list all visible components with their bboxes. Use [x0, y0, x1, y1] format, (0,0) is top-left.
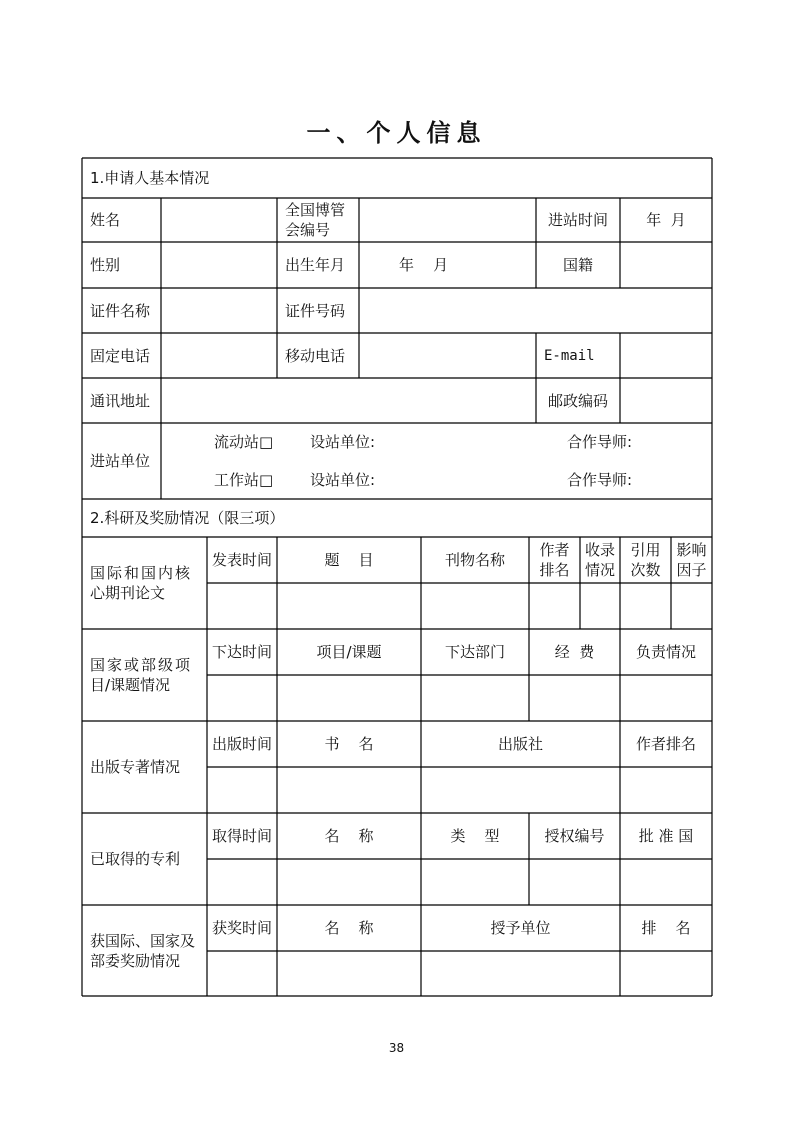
patents-header-type: 类 型	[450, 827, 500, 845]
patents-header-number: 授权编号	[544, 827, 605, 845]
email-field[interactable]	[620, 333, 712, 378]
nationality-field[interactable]	[620, 242, 712, 288]
gender-label: 性别	[90, 256, 121, 274]
papers-header-title: 题 目	[324, 551, 374, 569]
bosguan-code-label-line1: 全国博管	[285, 201, 346, 219]
advisor-label-2: 合作导师:	[567, 471, 633, 489]
books-header-author-rank: 作者排名	[635, 735, 696, 753]
papers-label	[82, 537, 207, 629]
awards-header-date: 获奖时间	[211, 919, 272, 937]
setup-unit-label-2: 设站单位:	[310, 471, 376, 489]
projects-label	[82, 629, 207, 721]
bosguan-code-label-line2: 会编号	[285, 221, 331, 239]
cited-line1: 引用	[630, 541, 661, 559]
projects-header-role: 负责情况	[635, 643, 696, 661]
impact-line2: 因子	[676, 561, 707, 579]
projects-label-line2: 目/课题情况	[90, 676, 171, 694]
papers-header-cited	[620, 537, 671, 583]
projects-header-department: 下达部门	[444, 643, 505, 661]
patents-label: 已取得的专利	[90, 850, 181, 868]
bosguan-code-field[interactable]	[359, 198, 536, 242]
books-label: 出版专著情况	[90, 758, 181, 776]
projects-header-name: 项目/课题	[316, 643, 382, 661]
unit-label: 进站单位	[90, 452, 151, 470]
patents-header-country: 批 准 国	[638, 827, 694, 845]
indexed-line2: 情况	[584, 561, 615, 579]
section2-heading: 2.科研及奖励情况（限三项）	[90, 509, 285, 527]
id-type-field[interactable]	[161, 288, 277, 333]
indexed-line1: 收录	[584, 541, 615, 559]
id-type-label: 证件名称	[90, 301, 151, 320]
author-rank-line2: 排名	[539, 561, 570, 579]
papers-label-line1: 国际和国内核	[90, 564, 193, 582]
name-label: 姓名	[90, 211, 121, 229]
bosguan-code-label	[277, 198, 359, 242]
papers-header-indexed	[580, 537, 620, 583]
work-station-checkbox[interactable]: 工作站□	[214, 471, 274, 489]
awards-label-line2: 部委奖励情况	[90, 951, 181, 970]
id-number-field[interactable]	[359, 288, 712, 333]
awards-label-line1: 获国际、国家及	[90, 931, 196, 950]
email-label: E-mail	[544, 347, 595, 364]
address-field[interactable]	[161, 378, 536, 423]
papers-header-impact	[671, 537, 712, 583]
papers-header-author-rank	[529, 537, 580, 583]
address-label: 通讯地址	[90, 391, 151, 410]
papers-label-line2: 心期刊论文	[90, 584, 166, 602]
projects-header-date: 下达时间	[211, 643, 272, 661]
mobile-label: 移动电话	[285, 346, 346, 365]
page-title: 一、个人信息	[306, 119, 487, 147]
awards-header-grantor: 授予单位	[490, 919, 551, 937]
projects-header-funding: 经 费	[554, 643, 595, 661]
author-rank-line1: 作者	[539, 541, 570, 559]
page-number: 38	[388, 1041, 405, 1055]
postcode-field[interactable]	[620, 378, 712, 423]
section1-heading: 1.申请人基本情况	[90, 169, 210, 187]
cited-line2: 次数	[630, 561, 661, 579]
birth-label: 出生年月	[285, 256, 346, 274]
patents-header-name: 名 称	[324, 827, 374, 845]
entry-time-label: 进站时间	[547, 211, 608, 229]
books-header-date: 出版时间	[211, 735, 272, 753]
name-field[interactable]	[161, 198, 277, 242]
books-header-title: 书 名	[324, 735, 374, 753]
id-number-label: 证件号码	[285, 301, 346, 320]
gender-field[interactable]	[161, 242, 277, 288]
books-header-publisher: 出版社	[497, 735, 543, 753]
awards-header-name: 名 称	[324, 919, 374, 937]
awards-header-rank: 排 名	[641, 919, 691, 937]
nationality-label: 国籍	[562, 256, 593, 274]
phone-field[interactable]	[161, 333, 277, 378]
birth-field[interactable]: 年 月	[399, 256, 449, 274]
personal-info-form	[82, 158, 712, 996]
projects-label-line1: 国家或部级项	[90, 656, 193, 674]
mobile-field[interactable]	[359, 333, 536, 378]
phone-label: 固定电话	[90, 346, 151, 365]
impact-line1: 影响	[676, 541, 707, 559]
awards-label	[82, 905, 207, 996]
entry-time-field[interactable]: 年 月	[646, 211, 686, 229]
setup-unit-label-1: 设站单位:	[310, 433, 376, 451]
mobile-station-checkbox[interactable]: 流动站□	[214, 433, 274, 451]
advisor-label-1: 合作导师:	[567, 433, 633, 451]
postcode-label: 邮政编码	[547, 391, 608, 410]
papers-header-journal: 刊物名称	[444, 551, 505, 569]
papers-header-date: 发表时间	[211, 551, 272, 569]
patents-header-date: 取得时间	[211, 827, 272, 845]
